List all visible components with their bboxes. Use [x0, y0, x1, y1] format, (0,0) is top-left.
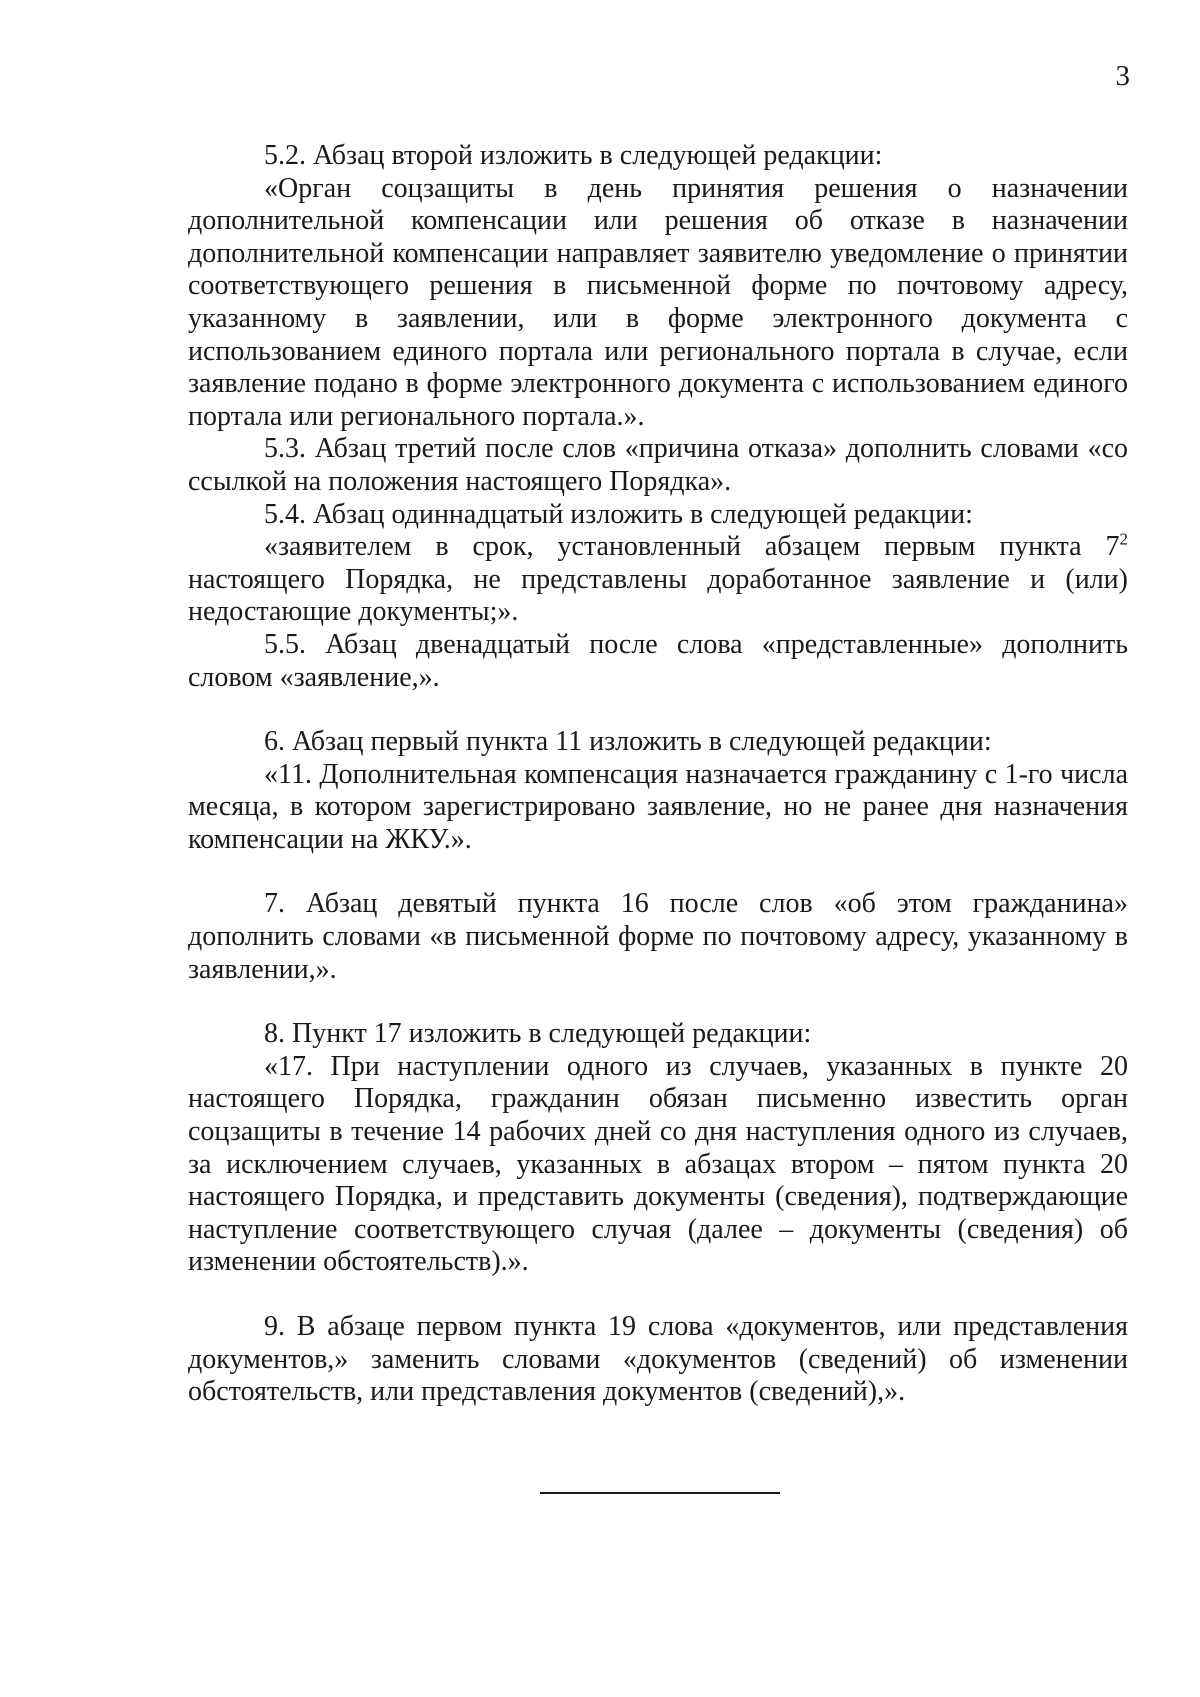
paragraph-8-heading: 8. Пункт 17 изложить в следующей редакции: — [264, 1018, 812, 1050]
paragraph-7: 7. Абзац девятый пункта 16 после слов «об этом гражданина» дополнить словами «в письменной форме по почтовому адресу, указанному в заявлении,». — [188, 888, 1128, 985]
paragraph-5-4-text — [188, 531, 1128, 629]
end-of-document-rule — [540, 1492, 780, 1494]
paragraph-5-4-heading: 5.4. Абзац одиннадцатый изложить в следующей редакции: — [264, 498, 973, 530]
paragraph-5-5: 5.5. Абзац двенадцатый после слова «представленные» дополнить словом «заявление,». — [188, 628, 1128, 693]
paragraph-5-4-text-a: «заявителем в срок, установленный абзацем первым пункта 7 — [264, 531, 1120, 563]
paragraph-5-3: 5.3. Абзац третий после слов «причина отказа» дополнить словами «со ссылкой на положения настоящего Порядка». — [188, 433, 1128, 497]
paragraph-8-text: «17. При наступлении одного из случаев, указанных в пункте 20 настоящего Порядка, гражданин обязан письменно известить орган соцзащиты в течение 14 рабочих дней со дня наступления одного из случаев, за исключением случаев, указанных в абзацах втором – пятом пункта 20 настоящего Порядка, и представить документы (сведения), подтверждающие наступление соответствующего случая (далее – документы (сведения) об изменении обстоятельств).». — [188, 1050, 1128, 1278]
paragraph-5-2-text: «Орган соцзащиты в день принятия решения о назначении дополнительной компенсации или решения об отказе в назначении дополнительной компенсации направляет заявителю уведомление о принятии соответствующего решения в письменной форме по почтовому адресу, указанному в заявлении, или в форме электронного документа с использованием единого портала или регионального портала в случае, если заявление подано в форме электронного документа с использованием единого портала или регионального портала.». — [188, 172, 1128, 432]
paragraph-5-2-heading: 5.2. Абзац второй изложить в следующей редакции: — [264, 140, 883, 171]
paragraph-9: 9. В абзаце первом пункта 19 слова «документов, или представления документов,» заменить словами «документов (сведений) об изменении обстоятельств, или представления документов (сведений),». — [188, 1311, 1128, 1408]
paragraph-5-4-text-b: настоящего Порядка, не представлены доработанное заявление и (или) недостающие документы;». — [188, 563, 1128, 628]
superscript-2: 2 — [1119, 529, 1128, 549]
paragraph-6-heading: 6. Абзац первый пункта 11 изложить в следующей редакции: — [264, 726, 992, 758]
document-body — [188, 140, 1128, 1409]
page-number: 3 — [1115, 60, 1130, 92]
paragraph-6-text: «11. Дополнительная компенсация назначается гражданину с 1-го числа месяца, в котором зарегистрировано заявление, но не ранее дня назначения компенсации на ЖКУ.». — [188, 758, 1128, 855]
